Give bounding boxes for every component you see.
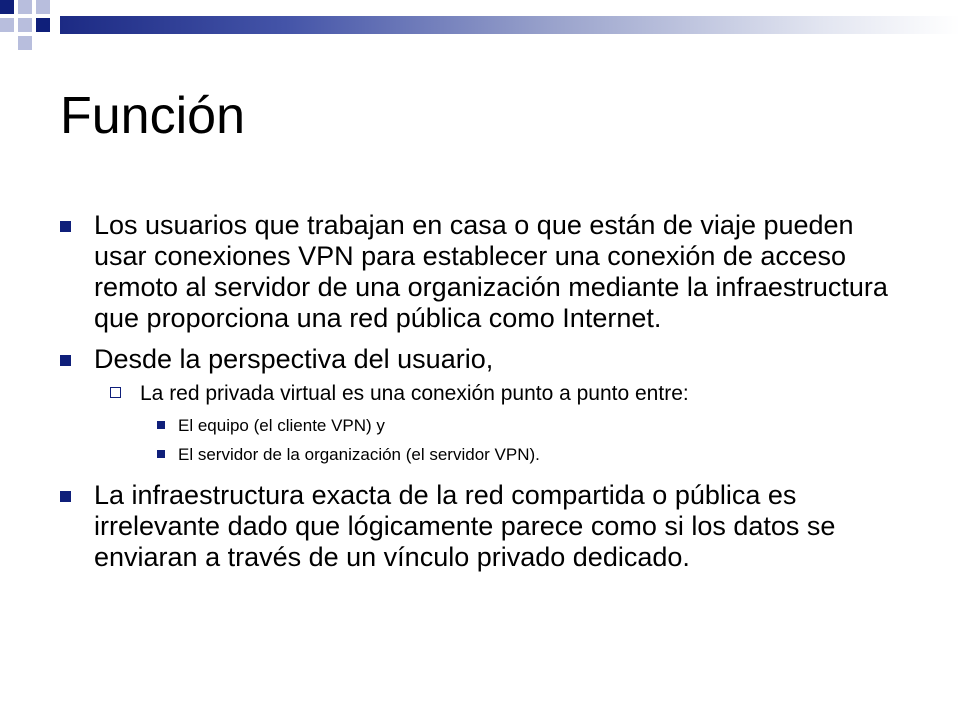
bullet-list bbox=[60, 210, 900, 573]
bullet-text: La infraestructura exacta de la red compartida o pública es irrelevante dado que lógicamente parece como si los datos se enviaran a través de un vínculo privado dedicado. bbox=[94, 480, 836, 572]
decorative-square bbox=[0, 0, 14, 14]
decorative-square bbox=[18, 36, 32, 50]
header-banner bbox=[0, 0, 960, 60]
sub-sub-bullet-item bbox=[60, 415, 900, 437]
sub-bullet-item bbox=[60, 381, 900, 407]
decorative-square bbox=[0, 18, 14, 32]
bullet-item bbox=[60, 210, 900, 334]
bullet-item bbox=[60, 344, 900, 375]
bullet-text: Desde la perspectiva del usuario, bbox=[94, 344, 494, 374]
decorative-square bbox=[18, 18, 32, 32]
bullet-text: Los usuarios que trabajan en casa o que están de viaje pueden usar conexiones VPN para establecer una conexión de acceso remoto al servidor de una organización mediante la infraestructura que proporciona una red pública como Internet. bbox=[94, 210, 888, 333]
sub-sub-bullet-text: El equipo (el cliente VPN) y bbox=[178, 416, 385, 435]
gradient-bar bbox=[60, 16, 960, 34]
decorative-square bbox=[36, 18, 50, 32]
square-bullet-icon bbox=[157, 450, 165, 458]
sub-sub-bullet-item bbox=[60, 444, 900, 466]
decorative-square bbox=[36, 0, 50, 14]
hollow-square-bullet-icon bbox=[110, 387, 121, 398]
square-bullet-icon bbox=[157, 421, 165, 429]
slide-content bbox=[60, 210, 900, 583]
square-bullet-icon bbox=[60, 491, 71, 502]
sub-bullet-text: La red privada virtual es una conexión punto a punto entre: bbox=[140, 382, 689, 405]
slide-title: Función bbox=[60, 87, 245, 145]
sub-sub-bullet-text: El servidor de la organización (el servidor VPN). bbox=[178, 445, 540, 464]
bullet-item bbox=[60, 480, 900, 573]
square-bullet-icon bbox=[60, 221, 71, 232]
decorative-square bbox=[18, 0, 32, 14]
square-bullet-icon bbox=[60, 355, 71, 366]
